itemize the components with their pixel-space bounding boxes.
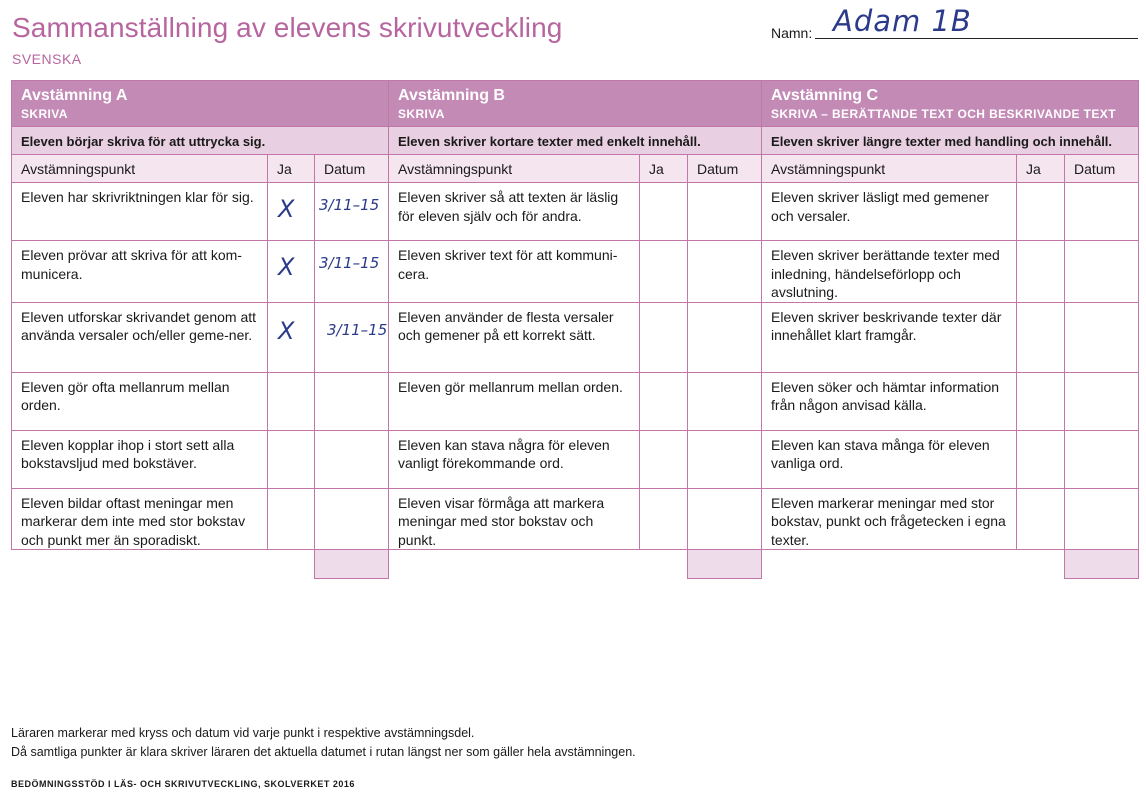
section-subtitle: SKRIVA – BERÄTTANDE TEXT OCH BESKRIVANDE TEXT xyxy=(771,107,1116,121)
checkpoint-text: Eleven markerar meningar med stor bokstav, punkt och frågetecken i egna texter. xyxy=(762,488,1017,550)
ja-cell[interactable] xyxy=(1017,302,1065,372)
column-header-point: Avstämningspunkt xyxy=(762,155,1017,183)
section-header-b xyxy=(389,81,762,127)
checkpoint-text: Eleven använder de flesta versaler och gemener på ett korrekt sätt. xyxy=(389,302,640,372)
checkpoint-text: Eleven visar förmåga att markera meningar med stor bokstav och punkt. xyxy=(389,488,640,550)
page-subtitle: SVENSKA xyxy=(12,51,82,67)
ja-mark: X xyxy=(278,253,295,281)
table-row xyxy=(12,372,1139,430)
datum-cell[interactable] xyxy=(1065,183,1139,241)
ja-cell[interactable] xyxy=(640,183,688,241)
instruction-note-1: Läraren markerar med kryss och datum vid varje punkt i respektive avstämningsdel. xyxy=(11,726,475,740)
table-row xyxy=(12,183,1139,241)
datum-cell[interactable] xyxy=(315,241,389,303)
ja-cell[interactable] xyxy=(268,183,315,241)
ja-cell[interactable] xyxy=(268,372,315,430)
checkpoint-text: Eleven prövar att skriva för att kom-municera. xyxy=(12,241,268,303)
ja-cell[interactable] xyxy=(1017,183,1065,241)
ja-cell[interactable] xyxy=(640,372,688,430)
spacer xyxy=(762,550,1065,579)
section-completion-date-box[interactable] xyxy=(688,550,762,579)
datum-mark: 3/11–15 xyxy=(327,320,388,339)
instruction-note-2: Då samtliga punkter är klara skriver läraren det aktuella datumet i rutan längst ner som gäller hela avstämningen. xyxy=(11,745,636,759)
section-subtitle: SKRIVA xyxy=(21,107,68,121)
checkpoint-text: Eleven utforskar skrivandet genom att använda versaler och/eller geme-ner. xyxy=(12,302,268,372)
section-title: Avstämning C xyxy=(771,87,879,104)
datum-cell[interactable] xyxy=(1065,488,1139,550)
section-description: Eleven skriver längre texter med handling och innehåll. xyxy=(762,127,1139,155)
checkpoint-text: Eleven söker och hämtar information från någon anvisad källa. xyxy=(762,372,1017,430)
datum-cell[interactable] xyxy=(688,241,762,303)
column-header-datum: Datum xyxy=(688,155,762,183)
datum-cell[interactable] xyxy=(315,430,389,488)
column-header-datum: Datum xyxy=(315,155,389,183)
column-header-point: Avstämningspunkt xyxy=(389,155,640,183)
datum-mark: 3/11–15 xyxy=(319,196,380,214)
ja-cell[interactable] xyxy=(1017,241,1065,303)
checkpoint-text: Eleven skriver text för att kommuni-cera. xyxy=(389,241,640,303)
checkpoint-text: Eleven skriver så att texten är läslig för eleven själv och för andra. xyxy=(389,183,640,241)
section-description: Eleven skriver kortare texter med enkelt innehåll. xyxy=(389,127,762,155)
ja-mark: X xyxy=(278,316,295,345)
checkpoint-text: Eleven har skrivriktningen klar för sig. xyxy=(12,183,268,241)
section-description: Eleven börjar skriva för att uttrycka sig. xyxy=(12,127,389,155)
ja-cell[interactable] xyxy=(640,241,688,303)
column-header-ja: Ja xyxy=(268,155,315,183)
datum-mark: 3/11–15 xyxy=(319,254,380,272)
spacer xyxy=(389,550,688,579)
assessment-table xyxy=(11,80,1139,579)
datum-cell[interactable] xyxy=(315,183,389,241)
checkpoint-text: Eleven gör mellanrum mellan orden. xyxy=(389,372,640,430)
table-row xyxy=(12,430,1139,488)
ja-cell[interactable] xyxy=(268,302,315,372)
table-row xyxy=(12,241,1139,303)
spacer xyxy=(12,550,315,579)
datum-cell[interactable] xyxy=(688,183,762,241)
ja-cell[interactable] xyxy=(268,241,315,303)
ja-cell[interactable] xyxy=(640,302,688,372)
ja-cell[interactable] xyxy=(268,430,315,488)
ja-cell[interactable] xyxy=(1017,430,1065,488)
ja-mark: X xyxy=(278,195,295,223)
column-header-point: Avstämningspunkt xyxy=(12,155,268,183)
datum-cell[interactable] xyxy=(1065,302,1139,372)
section-completion-date-box[interactable] xyxy=(315,550,389,579)
column-header-datum: Datum xyxy=(1065,155,1139,183)
section-subtitle: SKRIVA xyxy=(398,107,445,121)
name-field[interactable] xyxy=(771,4,1138,40)
checkpoint-text: Eleven kan stava många för eleven vanliga ord. xyxy=(762,430,1017,488)
section-header-a xyxy=(12,81,389,127)
credit-line: BEDÖMNINGSSTÖD I LÄS- OCH SKRIVUTVECKLING, SKOLVERKET 2016 xyxy=(11,779,355,789)
datum-cell[interactable] xyxy=(1065,430,1139,488)
name-label: Namn: xyxy=(771,25,813,41)
checkpoint-text: Eleven bildar oftast meningar men markerar dem inte med stor bokstav och punkt mer än sporadiskt. xyxy=(12,488,268,550)
table-row xyxy=(12,302,1139,372)
section-title: Avstämning B xyxy=(398,87,505,104)
table-row xyxy=(12,488,1139,550)
section-title: Avstämning A xyxy=(21,87,128,104)
name-value: Adam 1B xyxy=(833,4,972,38)
ja-cell[interactable] xyxy=(268,488,315,550)
datum-cell[interactable] xyxy=(688,430,762,488)
datum-cell[interactable] xyxy=(315,488,389,550)
datum-cell[interactable] xyxy=(1065,372,1139,430)
page-title: Sammanställning av elevens skrivutveckling xyxy=(12,12,563,43)
ja-cell[interactable] xyxy=(640,430,688,488)
datum-cell[interactable] xyxy=(688,372,762,430)
datum-cell[interactable] xyxy=(1065,241,1139,303)
checkpoint-text: Eleven gör ofta mellanrum mellan orden. xyxy=(12,372,268,430)
checkpoint-text: Eleven skriver berättande texter med inledning, händelseförlopp och avslutning. xyxy=(762,241,1017,303)
column-header-ja: Ja xyxy=(640,155,688,183)
datum-cell[interactable] xyxy=(315,302,389,372)
datum-cell[interactable] xyxy=(688,302,762,372)
datum-cell[interactable] xyxy=(688,488,762,550)
datum-cell[interactable] xyxy=(315,372,389,430)
section-completion-date-box[interactable] xyxy=(1065,550,1139,579)
ja-cell[interactable] xyxy=(1017,372,1065,430)
checkpoint-text: Eleven kopplar ihop i stort sett alla bokstavsljud med bokstäver. xyxy=(12,430,268,488)
ja-cell[interactable] xyxy=(1017,488,1065,550)
column-header-ja: Ja xyxy=(1017,155,1065,183)
checkpoint-text: Eleven kan stava några för eleven vanligt förekommande ord. xyxy=(389,430,640,488)
checkpoint-text: Eleven skriver läsligt med gemener och versaler. xyxy=(762,183,1017,241)
checkpoint-text: Eleven skriver beskrivande texter där innehållet klart framgår. xyxy=(762,302,1017,372)
ja-cell[interactable] xyxy=(640,488,688,550)
name-underline xyxy=(815,38,1138,39)
section-header-c xyxy=(762,81,1139,127)
